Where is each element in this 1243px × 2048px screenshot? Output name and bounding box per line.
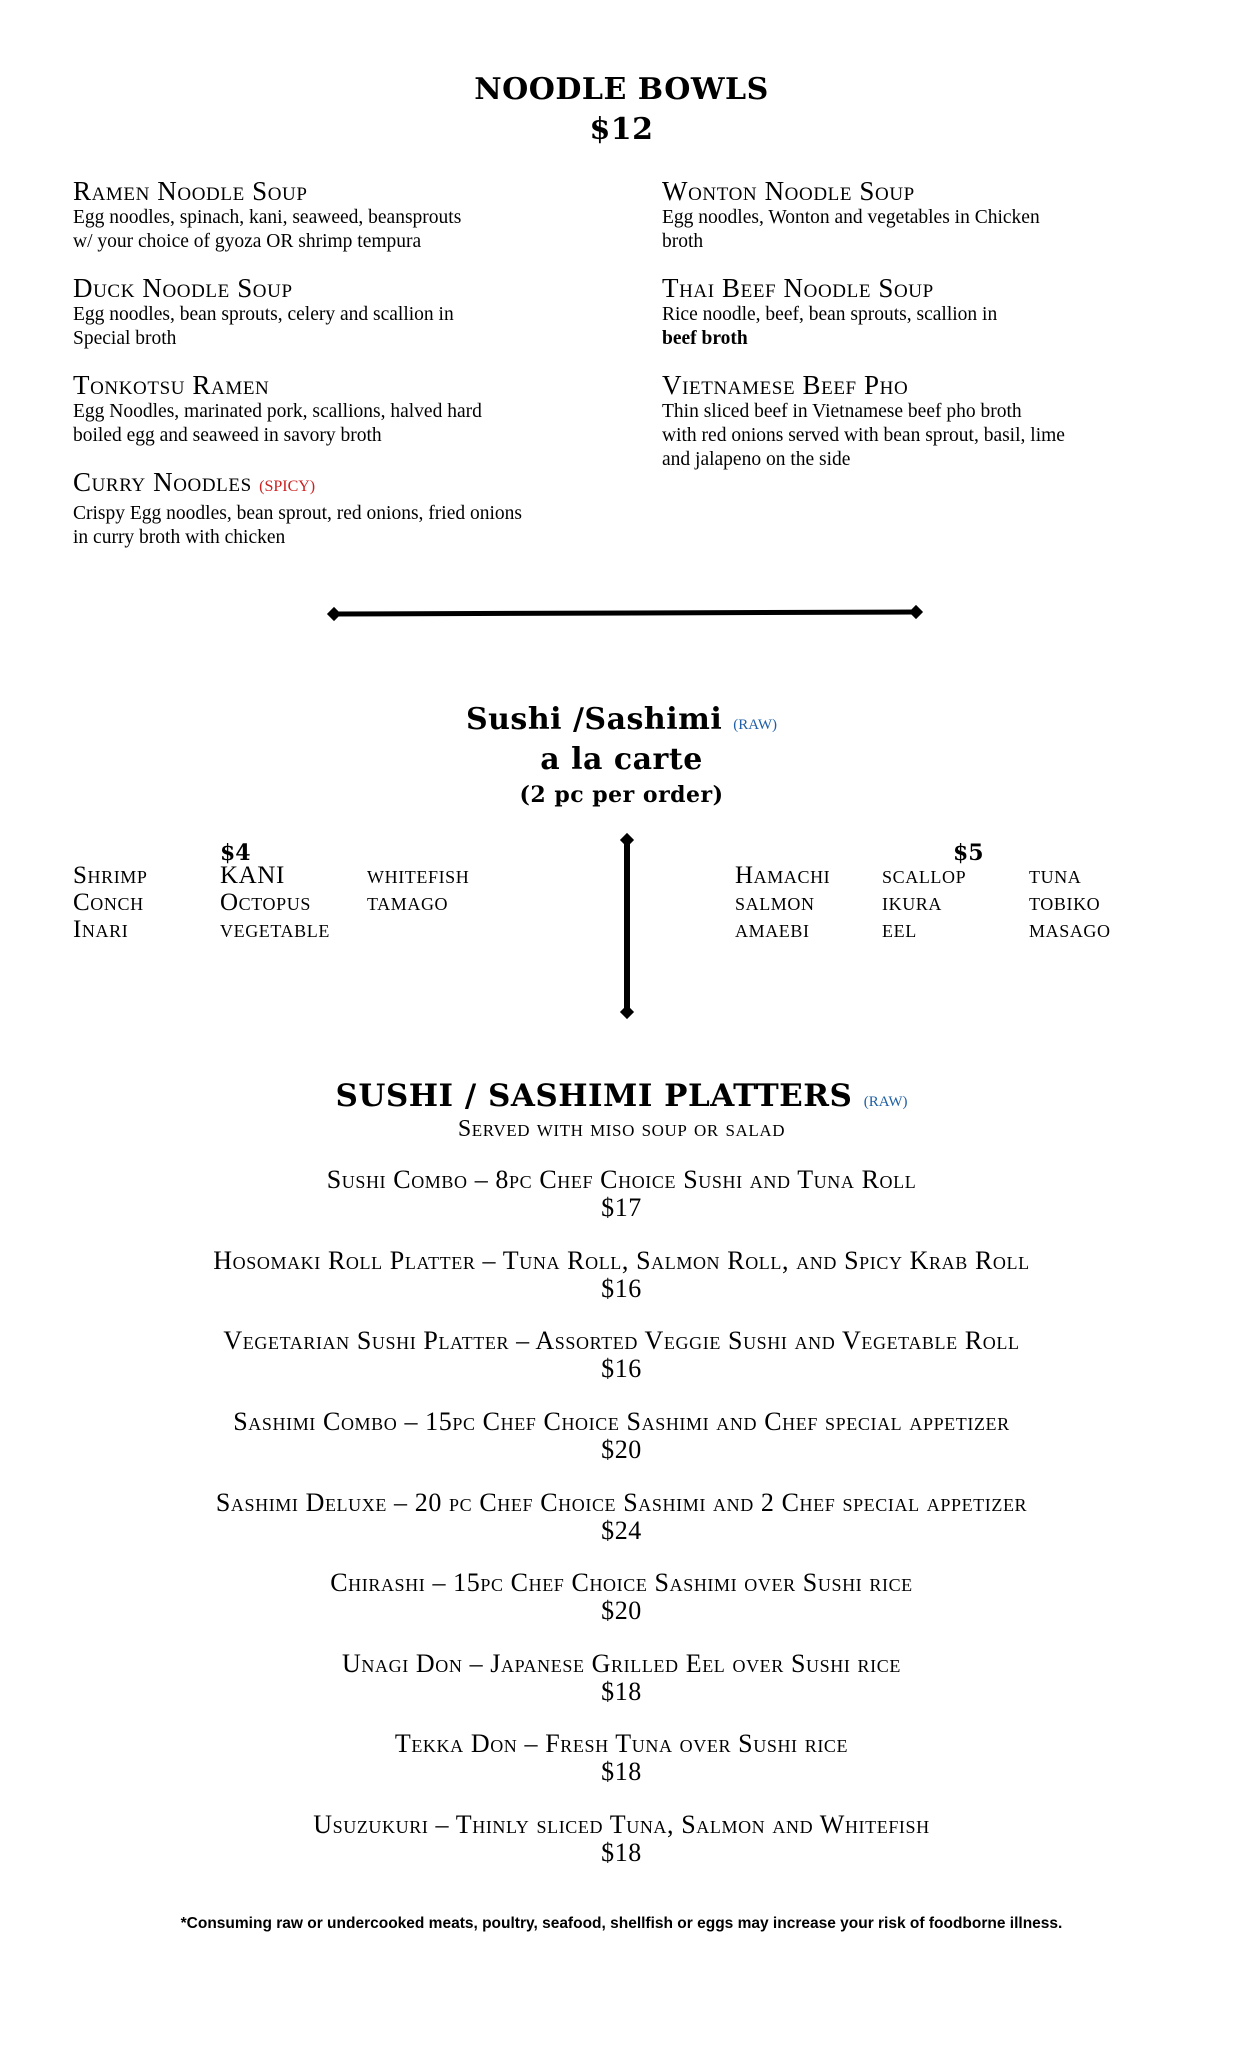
price-four: $4	[220, 840, 251, 866]
platter-name: Unagi Don – Japanese Grilled Eel over Sushi rice	[342, 1649, 901, 1678]
dish-desc: beef broth	[662, 328, 748, 349]
platter-price: $24	[601, 1516, 642, 1545]
dish-desc: broth	[662, 231, 704, 252]
sushi-item: tobiko	[1029, 889, 1101, 916]
platter-price: $20	[601, 1435, 642, 1464]
dish-tonkotsu-ramen	[73, 370, 573, 448]
dish-curry-noodles	[73, 467, 633, 550]
dish-desc: boiled egg and seaweed in savory broth	[73, 425, 382, 446]
dish-desc: Thin sliced beef in Vietnamese beef pho broth	[662, 401, 1022, 422]
dish-desc: with red onions served with bean sprout, basil, lime	[662, 425, 1065, 446]
platter-item	[0, 1247, 1243, 1303]
divider-end-diamond	[620, 833, 634, 847]
dish-desc: Egg noodles, bean sprouts, celery and scallion in	[73, 304, 454, 325]
raw-badge: (RAW)	[863, 1094, 908, 1110]
sushi-item: ikura	[882, 889, 942, 916]
platter-name: Vegetarian Sushi Platter – Assorted Veggie Sushi and Vegetable Roll	[223, 1326, 1020, 1355]
platter-item	[0, 1327, 1243, 1383]
platter-name: Usuzukuri – Thinly sliced Tuna, Salmon and Whitefish	[313, 1810, 930, 1839]
noodle-bowls-title: NOODLE BOWLS	[474, 72, 769, 107]
platter-item	[0, 1650, 1243, 1706]
dish-name-text: Curry Noodles	[73, 467, 252, 497]
alacarte-title	[0, 702, 1243, 737]
dish-vietnamese-beef-pho	[662, 370, 1162, 472]
alacarte-note: (2 pc per order)	[519, 782, 724, 808]
price-five: $5	[953, 840, 984, 866]
platters-title	[0, 1078, 1243, 1114]
divider-end-diamond	[327, 607, 341, 621]
section-divider	[320, 600, 930, 628]
dish-desc: in curry broth with chicken	[73, 527, 286, 548]
dish-name: Ramen Noodle Soup	[73, 176, 308, 206]
food-safety-disclaimer: *Consuming raw or undercooked meats, poultry, seafood, shellfish or eggs may increase your risk of foodborne illness.	[180, 1915, 1063, 1932]
dish-ramen-noodle-soup	[73, 176, 573, 254]
platter-name: Sashimi Combo – 15pc Chef Choice Sashimi and Chef special appetizer	[233, 1407, 1010, 1436]
dish-name: Thai Beef Noodle Soup	[662, 273, 934, 303]
divider-end-diamond	[620, 1005, 634, 1019]
dish-name: Tonkotsu Ramen	[73, 370, 270, 400]
sushi-item: KANI	[220, 862, 285, 889]
dish-desc: Rice noodle, beef, bean sprouts, scallion in	[662, 304, 998, 325]
divider-line	[334, 612, 916, 614]
sushi-item: whitefish	[367, 862, 470, 889]
platter-item	[0, 1166, 1243, 1222]
platter-name: Sushi Combo – 8pc Chef Choice Sushi and Tuna Roll	[326, 1165, 917, 1194]
sushi-item: salmon	[735, 889, 815, 916]
platter-price: $17	[601, 1193, 642, 1222]
dish-desc: Crispy Egg noodles, bean sprout, red onions, fried onions	[73, 503, 522, 524]
platter-price: $18	[601, 1677, 642, 1706]
dish-thai-beef-noodle-soup	[662, 273, 1162, 351]
column-divider	[612, 828, 642, 1024]
sushi-item: vegetable	[220, 916, 330, 943]
sushi-item: Conch	[73, 889, 144, 916]
platter-name: Hosomaki Roll Platter – Tuna Roll, Salmon Roll, and Spicy Krab Roll	[213, 1246, 1030, 1275]
sushi-item: amaebi	[735, 916, 810, 943]
platter-price: $18	[601, 1757, 642, 1786]
dish-name	[73, 467, 633, 502]
platter-name: Tekka Don – Fresh Tuna over Sushi rice	[394, 1729, 849, 1758]
platters-subtitle: Served with miso soup or salad	[457, 1116, 786, 1142]
sushi-item: Hamachi	[735, 862, 831, 889]
dish-desc: Special broth	[73, 328, 177, 349]
dish-name: Wonton Noodle Soup	[662, 176, 915, 206]
dish-name: Vietnamese Beef Pho	[662, 370, 909, 400]
platter-name: Chirashi – 15pc Chef Choice Sashimi over Sushi rice	[330, 1568, 913, 1597]
raw-badge: (RAW)	[733, 717, 778, 733]
sushi-item: tuna	[1029, 862, 1082, 889]
platter-item	[0, 1730, 1243, 1786]
dish-desc: Egg noodles, spinach, kani, seaweed, beansprouts	[73, 207, 462, 228]
alacarte-title-text: Sushi /Sashimi	[465, 702, 723, 737]
dish-desc: Egg Noodles, marinated pork, scallions, halved hard	[73, 401, 482, 422]
dish-name: Duck Noodle Soup	[73, 273, 293, 303]
platter-item	[0, 1489, 1243, 1545]
sushi-item: masago	[1029, 916, 1111, 943]
dish-desc: and jalapeno on the side	[662, 449, 851, 470]
platter-price: $20	[601, 1596, 642, 1625]
platter-price: $16	[601, 1354, 642, 1383]
sushi-item: scallop	[882, 862, 967, 889]
platter-price: $16	[601, 1274, 642, 1303]
dish-desc: Egg noodles, Wonton and vegetables in Chicken	[662, 207, 1040, 228]
noodle-bowls-price: $12	[589, 112, 654, 147]
platter-item	[0, 1569, 1243, 1625]
platter-name: Sashimi Deluxe – 20 pc Chef Choice Sashimi and 2 Chef special appetizer	[215, 1488, 1028, 1517]
dish-wonton-noodle-soup	[662, 176, 1162, 254]
sushi-item: eel	[882, 916, 917, 943]
platter-price: $18	[601, 1838, 642, 1867]
dish-duck-noodle-soup	[73, 273, 573, 351]
platters-title-text: SUSHI / SASHIMI PLATTERS	[335, 1078, 853, 1114]
alacarte-subtitle: a la carte	[540, 742, 703, 777]
sushi-item: Shrimp	[73, 862, 148, 889]
spicy-badge: (SPICY)	[259, 478, 316, 495]
sushi-item: Inari	[73, 916, 129, 943]
platter-item	[0, 1408, 1243, 1464]
dish-desc: w/ your choice of gyoza OR shrimp tempura	[73, 231, 422, 252]
sushi-item: Octopus	[220, 889, 311, 916]
platter-item	[0, 1811, 1243, 1867]
sushi-item: tamago	[367, 889, 449, 916]
divider-end-diamond	[909, 605, 923, 619]
